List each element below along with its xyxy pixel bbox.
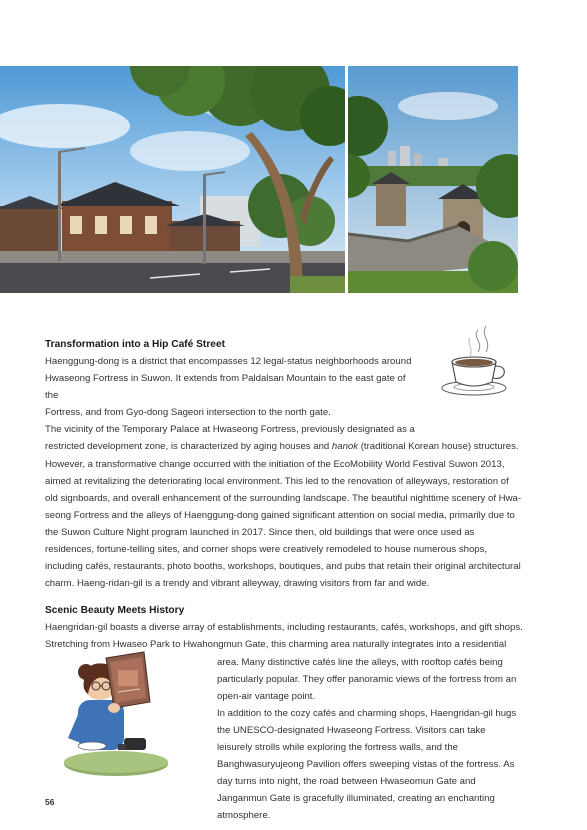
hanok-street-photo (0, 66, 345, 293)
section-heading-hip-cafe: Transformation into a Hip Café Street (45, 339, 226, 350)
text-line: Hwaseong Fortress in Suwon. It extends from Paldalsan Mountain to the east gate of the (45, 373, 406, 402)
text-line: Haenggung-dong is a district that encompasses 12 legal-status neighborhoods around (45, 356, 412, 367)
hanok-term: hanok (331, 441, 359, 453)
fortress-wall-photo (348, 66, 518, 293)
page-number: 56 (45, 797, 55, 807)
text-block: In addition to the cozy cafés and charming shops, Haengridan-gil hugs the UNESCO-designated Hwaseong Fortress. Visitors can take leisurely strolls while exploring the fortress walls, and the Banghwasuryujeong Pavilion offers sweeping vistas of the fortress. As day turns into night, the road between Hwaseomun Gate and Janganmun Gate is gracefully illuminated, creating an enchanting atmosphere. (217, 707, 517, 822)
text-span: (traditional Korean house) structures. (358, 441, 519, 453)
transformation-paragraph (45, 421, 523, 592)
text-block: area. Many distinctive cafés line the alleys, with rooftop cafés being particularly popular. They offer panoramic views of the fortress from an open-air vantage point. (217, 656, 517, 702)
text-span: However, a transformative change occurred with the initiation of the EcoMobility World Festival Suwon 2013, aimed at revitalizing the deteriorating local environment. This led to the renovation of alleyways, restoration of old signboards, and overall enhancement of the surrounding landscape. The beautiful nighttime scenery of Hwa-seong Fortress and the alleys of Haenggung-dong gained significant attention on social media, primarily due to the Suwon Culture Night program launched in 2017. Since then, old buildings that were once used as residences, fortune-telling sites, and corner shops were creatively remodeled to house numerous shops, including cafés, restaurants, photo booths, workshops, boutiques, and pubs that retain their original architectural charm. Haeng-ridan-gil is a trendy and vibrant alleyway, drawing visitors from far and wide. (45, 458, 522, 590)
woman-reading-icon (58, 650, 180, 778)
text-line: Haengridan-gil boasts a diverse array of establishments, including restaurants, cafés, workshops, and gift shops. (45, 622, 523, 634)
text-line: Stretching from Hwaseo Park to Hwahongmun Gate, this charming area naturally integrates into a residential (45, 639, 507, 651)
section-heading-scenic: Scenic Beauty Meets History (45, 605, 185, 617)
text-span: restricted development zone, is characterized by aging houses and (45, 441, 332, 453)
text-line: Fortress, and from Gyo-dong Sageori intersection to the north gate. (45, 407, 331, 419)
intro-paragraph (45, 353, 417, 421)
text-line: The vicinity of the Temporary Palace at Hwaseong Fortress, previously designated as a (45, 424, 415, 436)
